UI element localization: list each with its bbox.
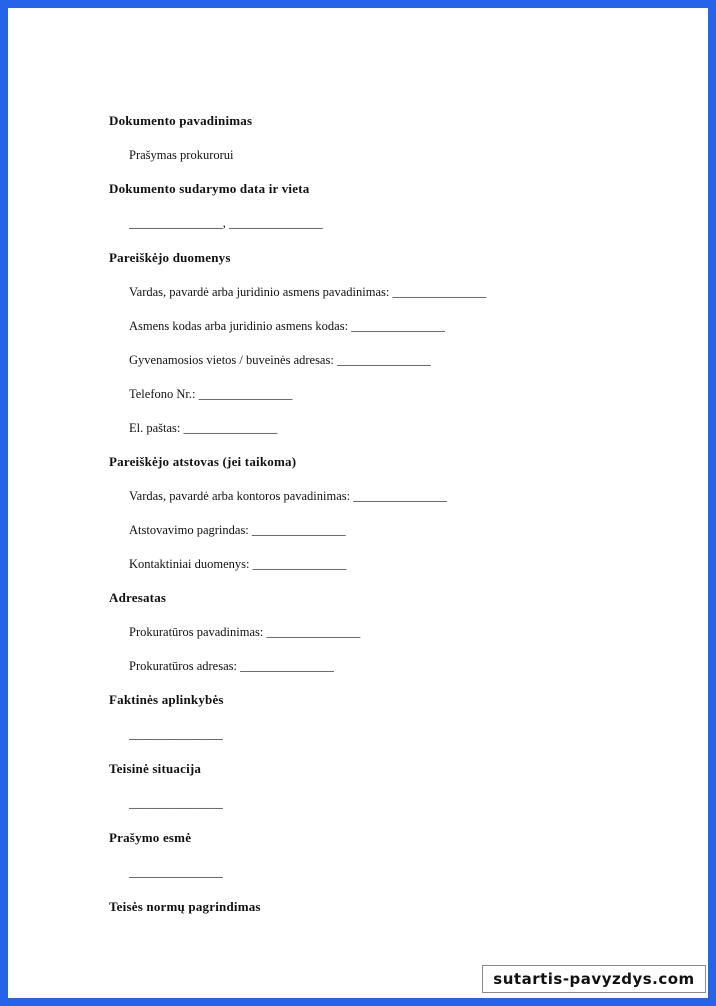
site-watermark: sutartis-pavyzdys.com	[482, 965, 706, 993]
field-line: El. paštas: _______________	[129, 421, 278, 435]
field-line: _______________	[129, 727, 223, 741]
section-legal-situation	[109, 752, 669, 821]
document-content	[109, 104, 669, 924]
section-heading: Teisės normų pagrindimas	[109, 899, 261, 914]
field-line: Telefono Nr.: _______________	[129, 387, 293, 401]
field-line: _______________	[129, 796, 223, 810]
section-heading: Prašymo esmė	[109, 830, 192, 845]
field-line: Vardas, pavardė arba kontoros pavadinimas: _______________	[129, 489, 447, 503]
section-legal-basis	[109, 890, 669, 924]
section-request-essence	[109, 821, 669, 890]
field-line: Gyvenamosios vietos / buveinės adresas: _______________	[129, 353, 431, 367]
section-heading: Adresatas	[109, 590, 167, 605]
field-line: Atstovavimo pagrindas: _______________	[129, 523, 346, 537]
section-document-title	[109, 104, 669, 172]
field-line: Kontaktiniai duomenys: _______________	[129, 557, 347, 571]
field-line: _______________	[129, 865, 223, 879]
section-heading: Pareiškėjo atstovas (jei taikoma)	[109, 454, 297, 469]
document-page	[8, 8, 708, 998]
section-date-place	[109, 172, 669, 241]
field-line: Prokuratūros pavadinimas: _______________	[129, 625, 361, 639]
section-heading: Dokumento pavadinimas	[109, 113, 253, 128]
section-heading: Teisinė situacija	[109, 761, 202, 776]
field-line: Prokuratūros adresas: _______________	[129, 659, 334, 673]
field-line: Asmens kodas arba juridinio asmens kodas: _______________	[129, 319, 445, 333]
section-applicant	[109, 241, 669, 445]
field-line: Prašymas prokurorui	[129, 148, 234, 162]
field-line: Vardas, pavardė arba juridinio asmens pavadinimas: _______________	[129, 285, 487, 299]
section-facts	[109, 683, 669, 752]
section-addressee	[109, 581, 669, 683]
section-heading: Pareiškėjo duomenys	[109, 250, 231, 265]
field-line: _______________, _______________	[129, 216, 323, 230]
section-heading: Faktinės aplinkybės	[109, 692, 224, 707]
section-representative	[109, 445, 669, 581]
section-heading: Dokumento sudarymo data ir vieta	[109, 181, 310, 196]
